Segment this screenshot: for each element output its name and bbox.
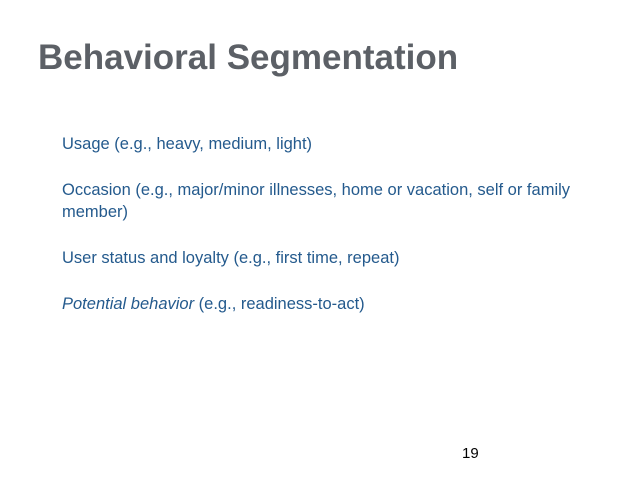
- page-number: 19: [462, 445, 479, 462]
- bullet-user-status: User status and loyalty (e.g., first time, repeat): [62, 249, 400, 267]
- potential-behavior-rest: (e.g., readiness-to-act): [194, 295, 365, 313]
- slide-title: Behavioral Segmentation: [38, 38, 459, 77]
- bullet-occasion: Occasion (e.g., major/minor illnesses, home or vacation, self or family member): [62, 181, 571, 221]
- potential-behavior-emphasis: Potential behavior: [62, 295, 195, 313]
- bullet-potential-behavior: [62, 293, 602, 315]
- bullet-usage: Usage (e.g., heavy, medium, light): [62, 135, 313, 153]
- bullet-list: [62, 133, 602, 315]
